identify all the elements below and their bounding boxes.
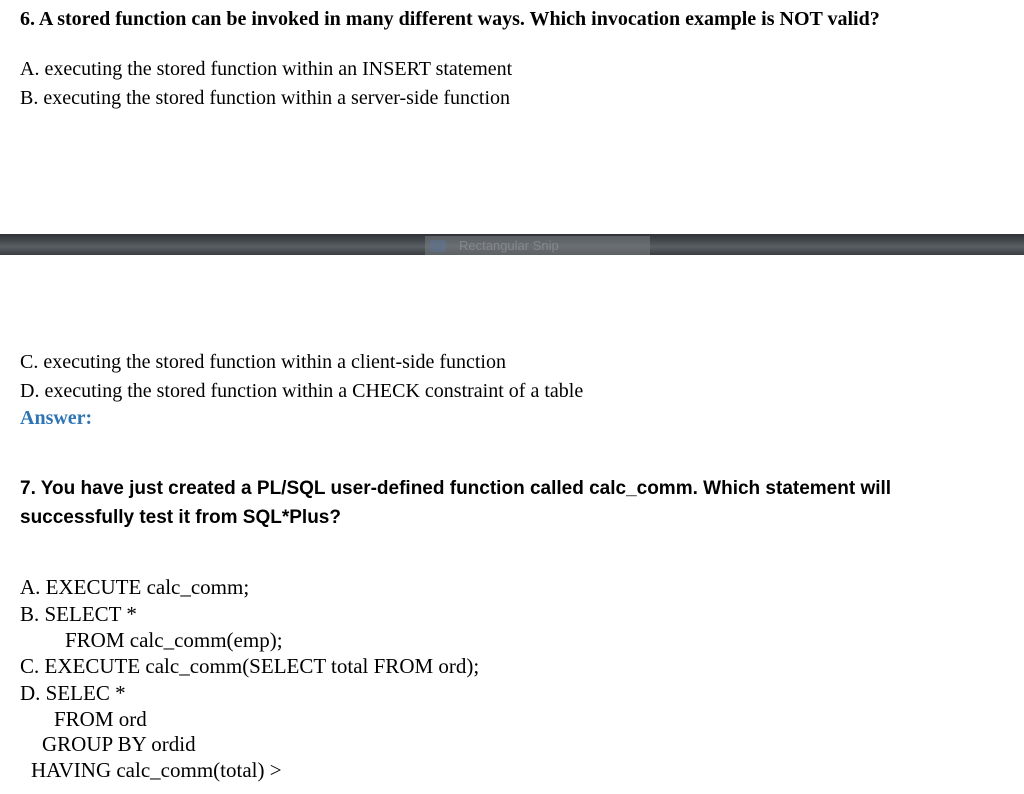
- question-7-title-line1: 7. You have just created a PL/SQL user-defined function called calc_comm. Which statement will: [20, 478, 892, 499]
- q7-option-b-line2: FROM calc_comm(emp);: [65, 628, 283, 652]
- question-7-title-line2: successfully test it from SQL*Plus?: [20, 507, 341, 528]
- q7-option-d-line4: HAVING calc_comm(total) >: [31, 758, 282, 782]
- q7-option-b: B. SELECT *: [20, 602, 137, 626]
- q6-option-b: B. executing the stored function within a server-side function: [20, 87, 511, 109]
- snip-mode-label[interactable]: Rectangular Snip: [425, 236, 650, 255]
- q7-option-d-line3: GROUP BY ordid: [42, 732, 196, 756]
- q6-option-a: A. executing the stored function within an INSERT statement: [20, 58, 513, 80]
- q7-option-c: C. EXECUTE calc_comm(SELECT total FROM ord);: [20, 654, 480, 678]
- answer-label: Answer:: [20, 407, 93, 429]
- q6-option-c: C. executing the stored function within a client-side function: [20, 351, 506, 373]
- question-6-title: 6. A stored function can be invoked in many different ways. Which invocation example is NOT valid?: [20, 8, 880, 30]
- q7-option-d-line2: FROM ord: [54, 707, 147, 731]
- q7-option-a: A. EXECUTE calc_comm;: [20, 575, 250, 599]
- q6-option-d: D. executing the stored function within a CHECK constraint of a table: [20, 380, 584, 402]
- q7-option-d: D. SELEC *: [20, 681, 126, 705]
- snip-icon: [430, 240, 446, 252]
